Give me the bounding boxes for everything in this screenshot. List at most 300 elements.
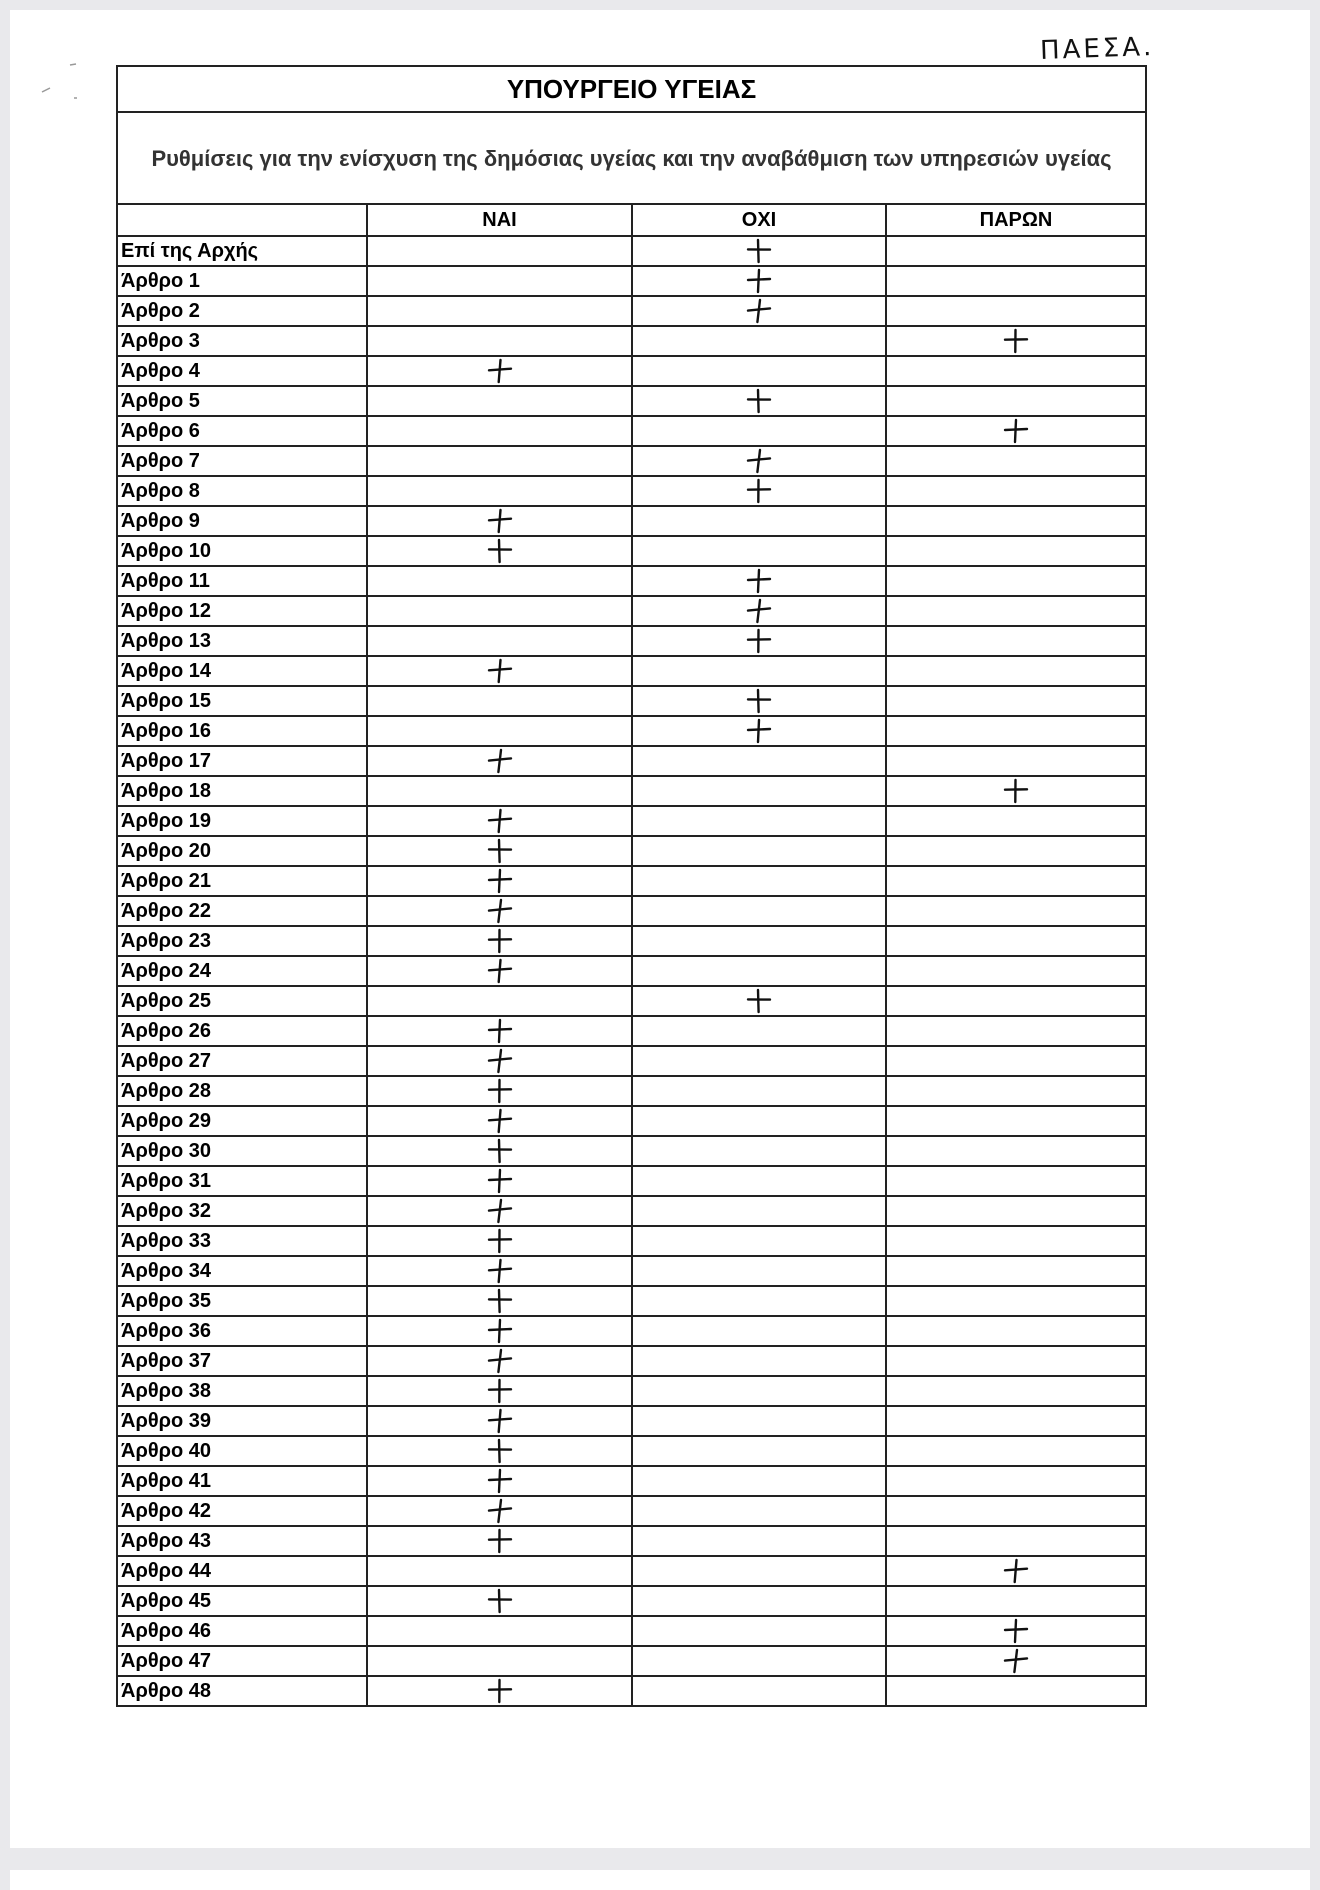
cross-mark-icon [485,927,515,955]
row-label: Άρθρο 4 [117,356,367,386]
vote-cell-present [886,926,1146,956]
table-row [117,1106,1146,1136]
table-row [117,1286,1146,1316]
cross-mark-icon [485,657,515,685]
vote-cell-yes [367,1466,632,1496]
table-row [117,1226,1146,1256]
vote-cell-present [886,1556,1146,1586]
row-label: Άρθρο 24 [117,956,367,986]
vote-cell-no [632,866,886,896]
vote-cell-present [886,266,1146,296]
vote-cell-no [632,416,886,446]
table-row [117,596,1146,626]
scanned-page [10,10,1310,1848]
vote-cell-yes [367,1046,632,1076]
header-no: ΟΧΙ [632,204,886,236]
vote-cell-yes [367,356,632,386]
vote-cell-no [632,686,886,716]
document-title: ΥΠΟΥΡΓΕΙΟ ΥΓΕΙΑΣ [117,66,1146,112]
vote-cell-no [632,1316,886,1346]
vote-cell-no [632,1676,886,1706]
vote-cell-present [886,596,1146,626]
table-row [117,1016,1146,1046]
vote-cell-no [632,626,886,656]
cross-mark-icon [485,1437,515,1465]
table-row [117,356,1146,386]
cross-mark-icon [485,357,515,385]
vote-cell-yes [367,716,632,746]
cross-mark-icon [1001,1557,1031,1585]
vote-cell-present [886,1646,1146,1676]
row-label: Άρθρο 27 [117,1046,367,1076]
table-row [117,476,1146,506]
row-label: Άρθρο 35 [117,1286,367,1316]
vote-cell-yes [367,776,632,806]
vote-cell-yes [367,236,632,266]
vote-cell-no [632,716,886,746]
vote-cell-yes [367,1286,632,1316]
row-label: Άρθρο 32 [117,1196,367,1226]
cross-mark-icon [744,297,774,325]
vote-cell-yes [367,896,632,926]
table-row [117,1526,1146,1556]
vote-cell-present [886,1526,1146,1556]
vote-cell-present [886,476,1146,506]
row-label: Άρθρο 13 [117,626,367,656]
cross-mark-icon [1001,1617,1031,1645]
vote-cell-yes [367,956,632,986]
vote-cell-yes [367,806,632,836]
table-row [117,1466,1146,1496]
cross-mark-icon [744,387,774,415]
vote-cell-no [632,836,886,866]
vote-table [116,65,1147,1707]
table-row [117,776,1146,806]
row-label: Άρθρο 38 [117,1376,367,1406]
cross-mark-icon [485,1167,515,1195]
row-label: Άρθρο 30 [117,1136,367,1166]
vote-cell-yes [367,1226,632,1256]
cross-mark-icon [485,1227,515,1255]
cross-mark-icon [485,1077,515,1105]
row-label: Άρθρο 28 [117,1076,367,1106]
table-row [117,626,1146,656]
vote-cell-yes [367,626,632,656]
vote-cell-no [632,656,886,686]
vote-cell-yes [367,1346,632,1376]
cross-mark-icon [485,1347,515,1375]
vote-cell-no [632,986,886,1016]
vote-cell-present [886,1316,1146,1346]
cross-mark-icon [1001,1647,1031,1675]
vote-cell-no [632,446,886,476]
vote-cell-yes [367,746,632,776]
table-row [117,1166,1146,1196]
table-row [117,1376,1146,1406]
row-label: Άρθρο 45 [117,1586,367,1616]
vote-cell-present [886,626,1146,656]
table-row [117,1046,1146,1076]
table-row [117,296,1146,326]
row-label: Άρθρο 11 [117,566,367,596]
vote-cell-present [886,1676,1146,1706]
row-label: Άρθρο 3 [117,326,367,356]
cross-mark-icon [744,237,774,265]
vote-cell-yes [367,656,632,686]
vote-cell-yes [367,1526,632,1556]
vote-cell-no [632,1646,886,1676]
row-label: Άρθρο 6 [117,416,367,446]
cross-mark-icon [485,1107,515,1135]
table-row [117,656,1146,686]
vote-cell-present [886,1106,1146,1136]
table-row [117,1586,1146,1616]
vote-cell-yes [367,1376,632,1406]
vote-cell-present [886,506,1146,536]
table-row [117,836,1146,866]
row-label: Άρθρο 23 [117,926,367,956]
cross-mark-icon [1001,777,1031,805]
cross-mark-icon [485,747,515,775]
vote-cell-no [632,296,886,326]
row-label: Άρθρο 41 [117,1466,367,1496]
cross-mark-icon [485,1197,515,1225]
vote-cell-yes [367,386,632,416]
vote-cell-yes [367,1166,632,1196]
vote-cell-no [632,1376,886,1406]
row-label: Άρθρο 22 [117,896,367,926]
row-label: Άρθρο 47 [117,1646,367,1676]
vote-cell-no [632,1436,886,1466]
table-row [117,896,1146,926]
row-label: Άρθρο 34 [117,1256,367,1286]
table-row [117,716,1146,746]
vote-cell-present [886,716,1146,746]
vote-cell-no [632,1166,886,1196]
vote-cell-yes [367,1586,632,1616]
vote-cell-yes [367,596,632,626]
vote-cell-yes [367,926,632,956]
next-page-edge [10,1870,1310,1890]
table-row [117,806,1146,836]
table-row [117,536,1146,566]
vote-cell-no [632,326,886,356]
cross-mark-icon [744,567,774,595]
row-label: Άρθρο 16 [117,716,367,746]
vote-cell-no [632,1016,886,1046]
cross-mark-icon [485,507,515,535]
vote-cell-no [632,386,886,416]
vote-cell-yes [367,1676,632,1706]
vote-cell-present [886,686,1146,716]
table-row [117,386,1146,416]
cross-mark-icon [485,867,515,895]
vote-cell-no [632,1226,886,1256]
row-label: Επί της Αρχής [117,236,367,266]
vote-cell-yes [367,1316,632,1346]
row-label: Άρθρο 15 [117,686,367,716]
vote-cell-no [632,746,886,776]
vote-cell-yes [367,1436,632,1466]
vote-cell-present [886,236,1146,266]
vote-cell-no [632,1256,886,1286]
vote-cell-present [886,866,1146,896]
table-row [117,1556,1146,1586]
vote-cell-present [886,1406,1146,1436]
vote-cell-yes [367,446,632,476]
vote-cell-yes [367,1016,632,1046]
table-row [117,506,1146,536]
vote-cell-no [632,1406,886,1436]
table-row [117,1616,1146,1646]
vote-cell-no [632,776,886,806]
table-row [117,1316,1146,1346]
row-label: Άρθρο 36 [117,1316,367,1346]
vote-cell-present [886,1016,1146,1046]
table-row [117,746,1146,776]
vote-cell-no [632,806,886,836]
vote-cell-present [886,776,1146,806]
vote-cell-present [886,326,1146,356]
table-row [117,566,1146,596]
vote-cell-yes [367,1256,632,1286]
table-row [117,416,1146,446]
vote-cell-present [886,1376,1146,1406]
vote-cell-present [886,1346,1146,1376]
vote-cell-present [886,536,1146,566]
vote-cell-yes [367,476,632,506]
table-row [117,236,1146,266]
vote-cell-no [632,566,886,596]
vote-cell-yes [367,416,632,446]
vote-cell-present [886,356,1146,386]
row-label: Άρθρο 39 [117,1406,367,1436]
table-row [117,866,1146,896]
row-label: Άρθρο 44 [117,1556,367,1586]
cross-mark-icon [485,807,515,835]
row-label: Άρθρο 21 [117,866,367,896]
vote-cell-no [632,1496,886,1526]
row-label: Άρθρο 12 [117,596,367,626]
cross-mark-icon [485,1407,515,1435]
table-row [117,686,1146,716]
cross-mark-icon [744,717,774,745]
vote-cell-present [886,446,1146,476]
cross-mark-icon [1001,327,1031,355]
table-row [117,986,1146,1016]
vote-cell-present [886,1586,1146,1616]
vote-cell-yes [367,1076,632,1106]
vote-cell-yes [367,296,632,326]
cross-mark-icon [485,1287,515,1315]
cross-mark-icon [1001,417,1031,445]
row-label: Άρθρο 43 [117,1526,367,1556]
table-row [117,956,1146,986]
vote-cell-no [632,1076,886,1106]
row-label: Άρθρο 33 [117,1226,367,1256]
header-row [117,204,1146,236]
vote-cell-present [886,1616,1146,1646]
table-row [117,1346,1146,1376]
vote-cell-present [886,896,1146,926]
row-label: Άρθρο 31 [117,1166,367,1196]
row-label: Άρθρο 46 [117,1616,367,1646]
table-row [117,1136,1146,1166]
cross-mark-icon [485,1677,515,1705]
vote-cell-present [886,386,1146,416]
vote-cell-yes [367,1616,632,1646]
vote-cell-yes [367,326,632,356]
row-label: Άρθρο 48 [117,1676,367,1706]
vote-cell-no [632,1586,886,1616]
header-yes: ΝΑΙ [367,204,632,236]
vote-cell-present [886,296,1146,326]
cross-mark-icon [485,1377,515,1405]
row-label: Άρθρο 14 [117,656,367,686]
table-row [117,266,1146,296]
row-label: Άρθρο 26 [117,1016,367,1046]
vote-cell-no [632,356,886,386]
vote-cell-present [886,1256,1146,1286]
vote-cell-present [886,1286,1146,1316]
cross-mark-icon [744,687,774,715]
bill-title: Ρυθμίσεις για την ενίσχυση της δημόσιας υγείας και την αναβάθμιση των υπηρεσιών υγείας [117,112,1146,204]
vote-cell-no [632,1046,886,1076]
header-label [117,204,367,236]
vote-cell-yes [367,1496,632,1526]
table-row [117,926,1146,956]
vote-cell-yes [367,986,632,1016]
vote-cell-yes [367,566,632,596]
row-label: Άρθρο 8 [117,476,367,506]
vote-cell-no [632,1526,886,1556]
vote-cell-no [632,1556,886,1586]
vote-cell-yes [367,506,632,536]
cross-mark-icon [485,1317,515,1345]
vote-cell-no [632,506,886,536]
vote-cell-yes [367,266,632,296]
header-present: ΠΑΡΩΝ [886,204,1146,236]
vote-cell-present [886,1046,1146,1076]
vote-cell-no [632,1106,886,1136]
cross-mark-icon [485,1017,515,1045]
vote-cell-yes [367,1136,632,1166]
vote-cell-no [632,896,886,926]
vote-cell-present [886,1436,1146,1466]
table-row [117,1676,1146,1706]
cross-mark-icon [744,987,774,1015]
vote-cell-yes [367,536,632,566]
cross-mark-icon [744,477,774,505]
table-row [117,1076,1146,1106]
table-row [117,1646,1146,1676]
cross-mark-icon [485,1137,515,1165]
subtitle-row [117,112,1146,204]
table-row [117,326,1146,356]
cross-mark-icon [744,597,774,625]
row-label: Άρθρο 29 [117,1106,367,1136]
title-row [117,66,1146,112]
handwritten-note: ΠΑΕΣΑ. [1039,32,1155,66]
vote-cell-yes [367,1196,632,1226]
vote-cell-present [886,566,1146,596]
cross-mark-icon [485,537,515,565]
vote-cell-no [632,1286,886,1316]
row-label: Άρθρο 17 [117,746,367,776]
vote-cell-no [632,476,886,506]
vote-cell-yes [367,686,632,716]
vote-cell-present [886,986,1146,1016]
vote-cell-present [886,416,1146,446]
cross-mark-icon [744,267,774,295]
row-label: Άρθρο 2 [117,296,367,326]
vote-cell-no [632,236,886,266]
row-label: Άρθρο 25 [117,986,367,1016]
vote-cell-no [632,1196,886,1226]
table-row [117,1406,1146,1436]
cross-mark-icon [744,627,774,655]
vote-cell-no [632,1136,886,1166]
vote-cell-yes [367,1106,632,1136]
table-row [117,1256,1146,1286]
cross-mark-icon [485,1257,515,1285]
cross-mark-icon [485,1467,515,1495]
vote-cell-yes [367,1646,632,1676]
vote-cell-present [886,1196,1146,1226]
row-label: Άρθρο 5 [117,386,367,416]
vote-cell-present [886,1466,1146,1496]
table-row [117,1196,1146,1226]
cross-mark-icon [485,837,515,865]
row-label: Άρθρο 10 [117,536,367,566]
vote-cell-no [632,926,886,956]
vote-cell-present [886,656,1146,686]
cross-mark-icon [485,897,515,925]
vote-cell-yes [367,836,632,866]
vote-cell-present [886,746,1146,776]
vote-cell-present [886,1226,1146,1256]
cross-mark-icon [485,1497,515,1525]
scan-specks [40,50,80,100]
table-row [117,1436,1146,1466]
cross-mark-icon [744,447,774,475]
row-label: Άρθρο 7 [117,446,367,476]
vote-cell-present [886,1136,1146,1166]
row-label: Άρθρο 42 [117,1496,367,1526]
row-label: Άρθρο 1 [117,266,367,296]
vote-cell-present [886,1496,1146,1526]
cross-mark-icon [485,1527,515,1555]
cross-mark-icon [485,1587,515,1615]
vote-cell-no [632,956,886,986]
vote-cell-yes [367,1556,632,1586]
row-label: Άρθρο 37 [117,1346,367,1376]
vote-cell-no [632,1616,886,1646]
vote-cell-no [632,1346,886,1376]
vote-cell-no [632,266,886,296]
vote-cell-no [632,1466,886,1496]
vote-cell-yes [367,1406,632,1436]
vote-cell-present [886,1076,1146,1106]
vote-cell-present [886,806,1146,836]
row-label: Άρθρο 20 [117,836,367,866]
row-label: Άρθρο 40 [117,1436,367,1466]
vote-cell-present [886,956,1146,986]
table-row [117,446,1146,476]
table-row [117,1496,1146,1526]
vote-cell-present [886,836,1146,866]
cross-mark-icon [485,1047,515,1075]
